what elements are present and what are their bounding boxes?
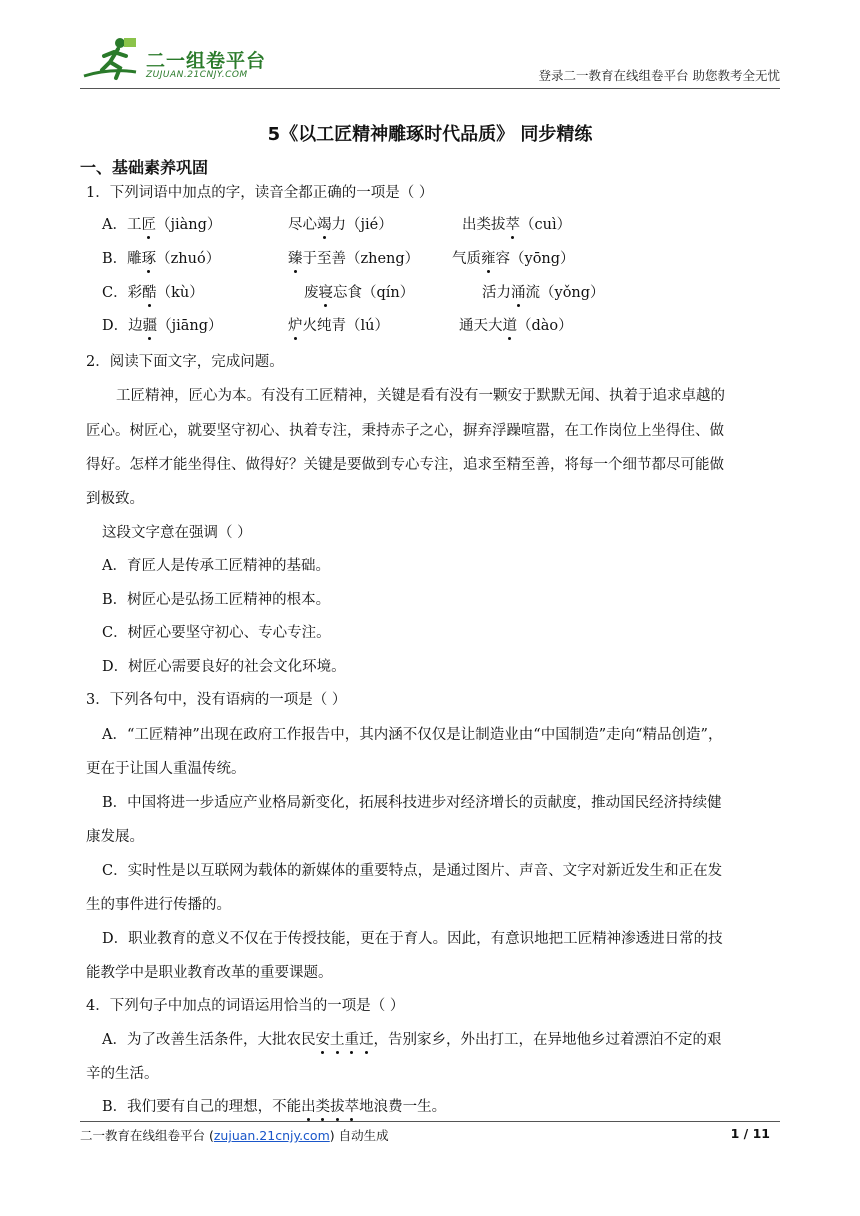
q3-option-a-line-1: A．“工匠精神”出现在政府工作报告中，其内涵不仅仅是让制造业由“中国制造”走向“精品创造”， bbox=[102, 727, 723, 743]
footer-source: 二一教育在线组卷平台 (zujuan.21cnjy.com) 自动生成 bbox=[80, 1128, 389, 1143]
logo-subtitle: ZUJUAN.21CNJY.COM bbox=[146, 70, 248, 80]
q3-option-b-line-1: B．中国将进一步适应产业格局新变化，拓展科技进步对经济增长的贡献度，推动国民经济持续健 bbox=[102, 795, 722, 811]
q3-option-c-line-1: C．实时性是以互联网为载体的新媒体的重要特点，是通过图片、声音、文字对新近发生和正在发 bbox=[102, 863, 723, 879]
q4-option-b-line-1: B．我们要有自己的理想，不能出类拔萃地浪费一生。 bbox=[102, 1099, 447, 1115]
q1-option-a: A．工匠（jiàng） 尽心竭力（jié） 出类拔萃（cuì） bbox=[102, 217, 572, 233]
q1-option-d: D．边疆（jiāng） 炉火纯青（lú） 通天大道（dào） bbox=[102, 318, 573, 334]
q2-option-d: D．树匠心需要良好的社会文化环境。 bbox=[102, 659, 346, 675]
page-number: 1 / 11 bbox=[730, 1126, 770, 1141]
q2-passage-line-1: 工匠精神，匠心为本。有没有工匠精神，关键是看有没有一颗安于默默无闻、执着于追求卓越的 bbox=[116, 388, 725, 404]
header-divider bbox=[80, 88, 780, 89]
question-3-stem: 3．下列各句中，没有语病的一项是（ ） bbox=[86, 692, 347, 708]
q2-passage-line-4: 到极致。 bbox=[86, 491, 144, 507]
question-2-stem: 2．阅读下面文字，完成问题。 bbox=[86, 354, 284, 370]
q1-option-b: B．雕琢（zhuó） 臻于至善（zheng） 气质雍容（yōng） bbox=[102, 251, 575, 267]
section-heading: 一、基础素养巩固 bbox=[80, 158, 209, 177]
q2-passage-line-2: 匠心。树匠心，就要坚守初心、执着专注，秉持赤子之心，摒弃浮躁喧嚣，在工作岗位上坐得住、做 bbox=[86, 423, 724, 439]
question-4-stem: 4．下列句子中加点的词语运用恰当的一项是（ ） bbox=[86, 998, 405, 1014]
q3-option-d-line-2: 能教学中是职业教育改革的重要课题。 bbox=[86, 965, 333, 981]
question-1-stem: 1．下列词语中加点的字，读音全都正确的一项是（ ） bbox=[86, 185, 434, 201]
q1-option-c: C．彩酷（kù） 废寝忘食（qín） 活力涌流（yǒng） bbox=[102, 285, 605, 301]
footer-divider bbox=[80, 1121, 780, 1122]
q4-option-a-line-1: A．为了改善生活条件，大批农民安土重迁，告别家乡，外出打工，在异地他乡过着漂泊不定的艰 bbox=[102, 1032, 722, 1048]
runner-logo-icon bbox=[80, 34, 144, 84]
q3-option-a-line-2: 更在于让国人重温传统。 bbox=[86, 761, 246, 777]
footer-link[interactable]: zujuan.21cnjy.com bbox=[213, 1128, 330, 1143]
header-slogan: 登录二一教育在线组卷平台 助您教考全无忧 bbox=[538, 68, 780, 83]
page-header bbox=[80, 30, 780, 90]
q2-option-b: B．树匠心是弘扬工匠精神的根本。 bbox=[102, 592, 331, 608]
q3-option-b-line-2: 康发展。 bbox=[86, 829, 144, 845]
q4-option-a-line-2: 辛的生活。 bbox=[86, 1066, 159, 1082]
q2-question: 这段文字意在强调（ ） bbox=[102, 525, 252, 541]
q3-option-d-line-1: D．职业教育的意义不仅在于传授技能，更在于育人。因此，有意识地把工匠精神渗透进日常的技 bbox=[102, 931, 723, 947]
q3-option-c-line-2: 生的事件进行传播的。 bbox=[86, 897, 231, 913]
q2-option-c: C．树匠心要坚守初心、专心专注。 bbox=[102, 625, 331, 641]
logo-title: 二一组卷平台 bbox=[146, 50, 267, 72]
q2-passage-line-3: 得好。怎样才能坐得住、做得好？关键是要做到专心专注，追求至精至善，将每一个细节都尽可能做 bbox=[86, 457, 724, 473]
site-logo[interactable] bbox=[80, 34, 280, 84]
document-title: 5《以工匠精神雕琢时代品质》 同步精练 bbox=[267, 124, 593, 145]
q2-option-a: A．育匠人是传承工匠精神的基础。 bbox=[102, 558, 330, 574]
